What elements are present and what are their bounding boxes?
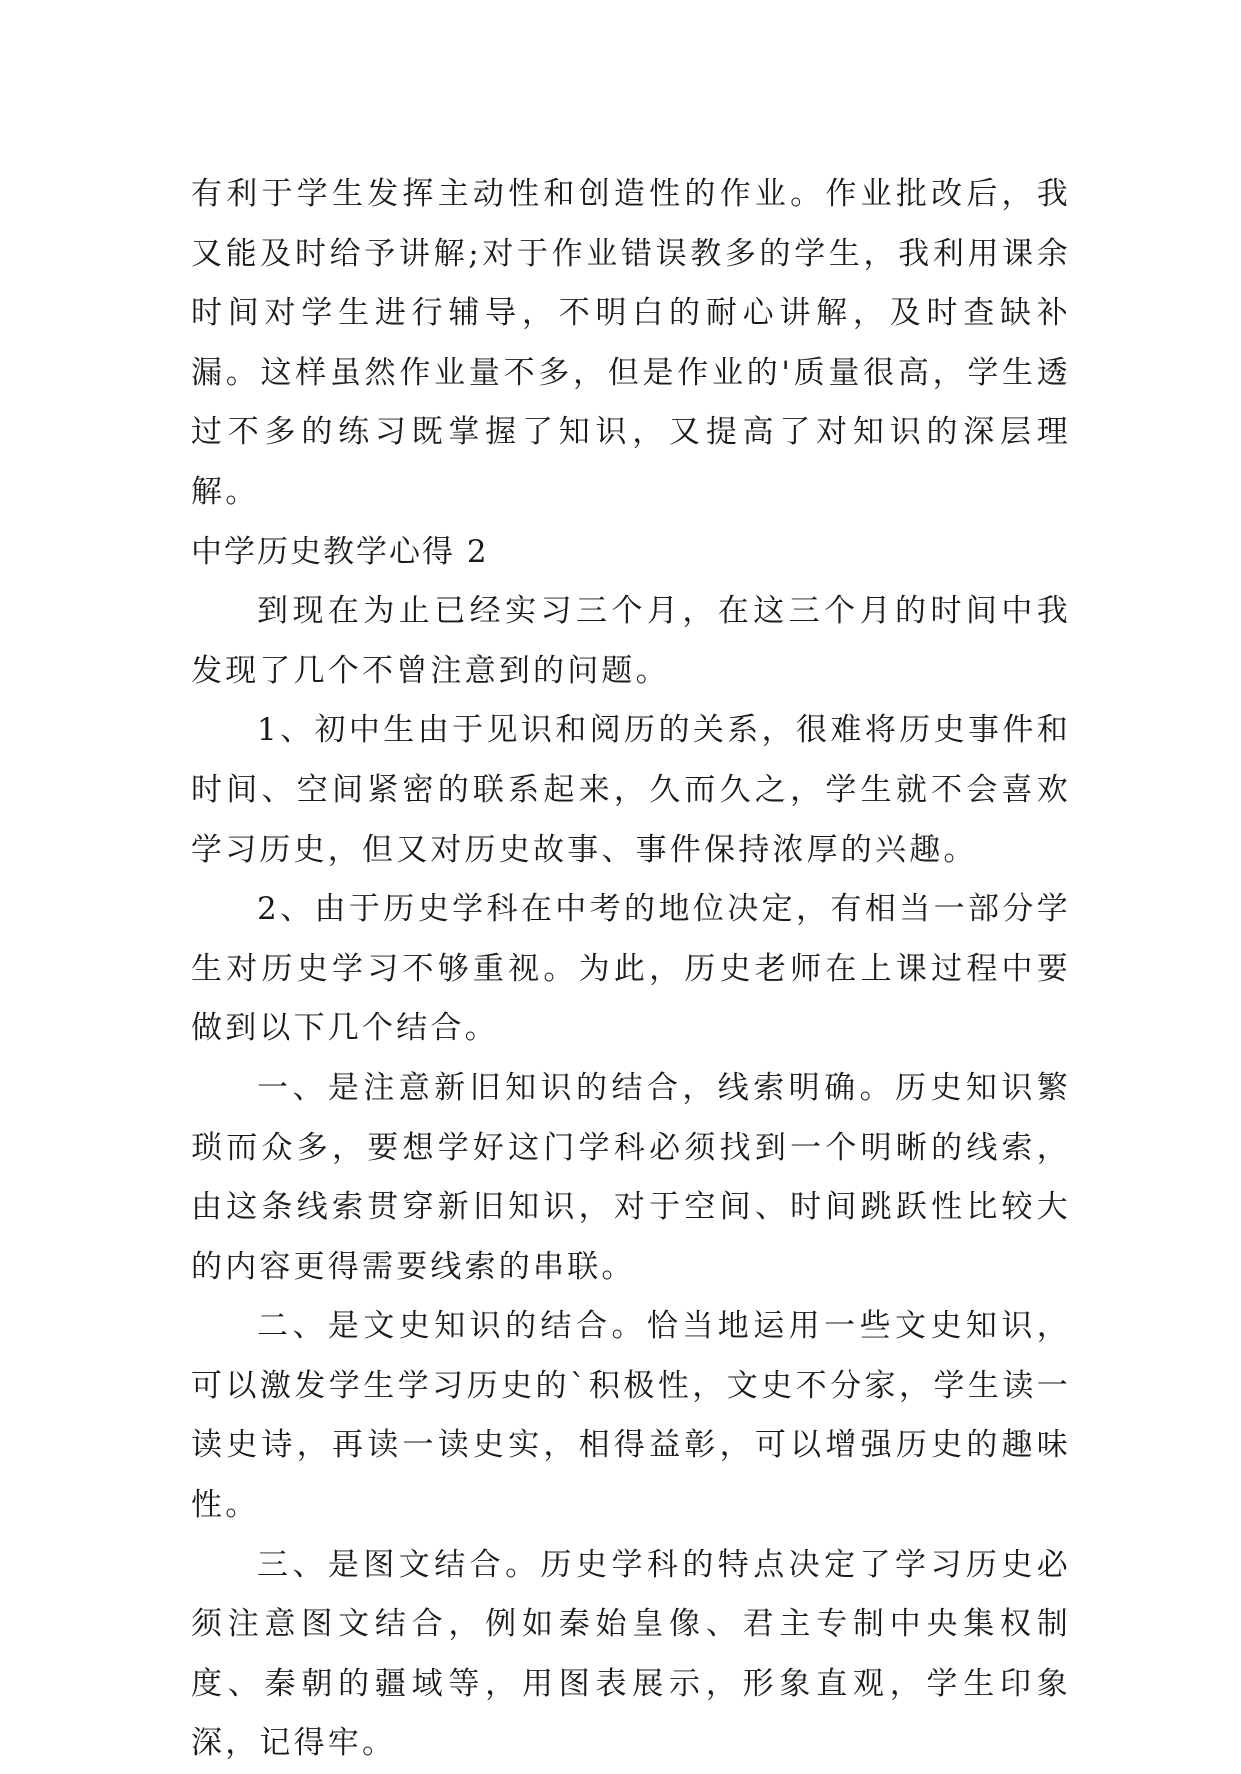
paragraph-point-2: 2、由于历史学科在中考的地位决定，有相当一部分学生对历史学习不够重视。为此，历史老师在上课过程中要做到以下几个结合。 (191, 891, 1071, 1047)
continuation-paragraph: 有利于学生发挥主动性和创造性的作业。作业批改后，我又能及时给予讲解;对于作业错误教多的学生，我利用课余时间对学生进行辅导，不明白的耐心讲解，及时查缺补漏。这样虽然作业量不多，但是作业的'质量很高，学生透过不多的练习既掌握了知识，又提高了对知识的深层理解。 (191, 176, 1071, 510)
paragraph-combination-3: 三、是图文结合。历史学科的特点决定了学习历史必须注意图文结合，例如秦始皇像、君主专制中央集权制度、秦朝的疆域等，用图表展示，形象直观，学生印象深，记得牢。 (191, 1546, 1071, 1762)
paragraph-combination-1: 一、是注意新旧知识的结合，线索明确。历史知识繁琐而众多，要想学好这门学科必须找到一个明晰的线索，由这条线索贯穿新旧知识，对于空间、时间跳跃性比较大的内容更得需要线索的串联。 (191, 1069, 1071, 1285)
document-body (191, 165, 1071, 1774)
paragraph-combination-2: 二、是文史知识的结合。恰当地运用一些文史知识，可以激发学生学习历史的`积极性，文史不分家，学生读一读史诗，再读一读史实，相得益彰，可以增强历史的趣味性。 (191, 1308, 1071, 1524)
section-title: 中学历史教学心得 2 (191, 533, 489, 570)
paragraph-intro: 到现在为止已经实习三个月，在这三个月的时间中我发现了几个不曾注意到的问题。 (191, 593, 1071, 689)
paragraph-point-1: 1、初中生由于见识和阅历的关系，很难将历史事件和时间、空间紧密的联系起来，久而久之，学生就不会喜欢学习历史，但又对历史故事、事件保持浓厚的兴趣。 (191, 712, 1071, 868)
